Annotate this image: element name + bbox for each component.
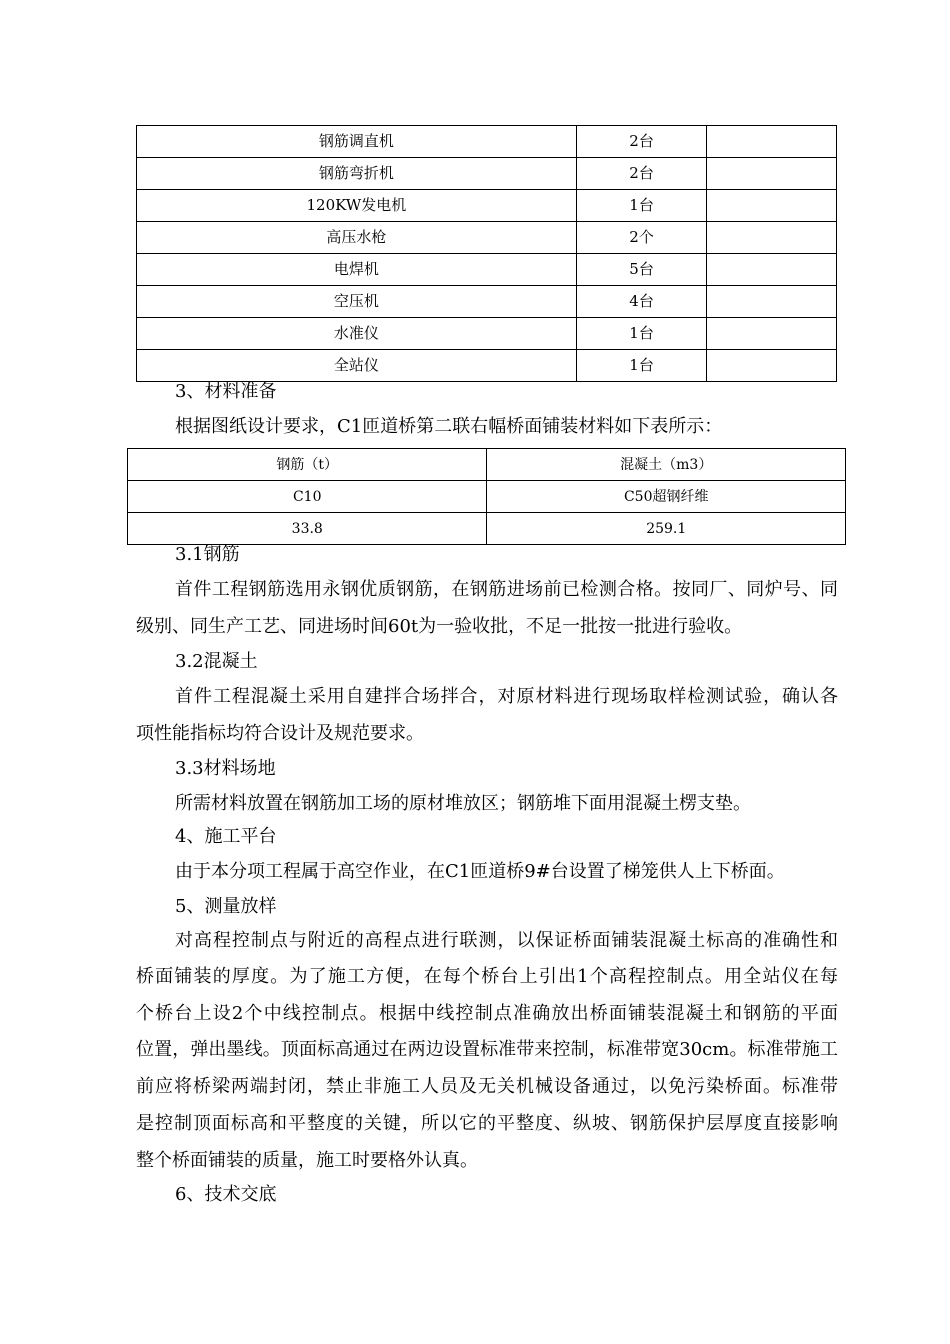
rebar-grade: C10 [128, 481, 487, 513]
paragraph-line: 个桥台上设2个中线控制点。根据中线控制点准确放出桥面铺装混凝土和钢筋的平面 [136, 1003, 838, 1024]
equipment-qty: 1台 [576, 350, 707, 382]
paragraph-line: 首件工程钢筋选用永钢优质钢筋，在钢筋进场前已检测合格。按同厂、同炉号、同 [175, 579, 838, 600]
equipment-name: 钢筋弯折机 [137, 158, 577, 190]
paragraph-line: 由于本分项工程属于高空作业，在C1匝道桥9#台设置了梯笼供人上下桥面。 [175, 861, 785, 882]
equipment-qty: 2个 [576, 222, 707, 254]
paragraph-line: 是控制顶面标高和平整度的关键，所以它的平整度、纵坡、钢筋保护层厚度直接影响 [136, 1113, 838, 1134]
equipment-qty: 2台 [576, 126, 707, 158]
table-row [137, 158, 837, 190]
section-heading-5: 5、测量放样 [175, 896, 277, 917]
paragraph-line: 首件工程混凝土采用自建拌合场拌合，对原材料进行现场取样检测试验，确认各 [175, 686, 838, 707]
paragraph-line: 整个桥面铺装的质量，施工时要格外认真。 [136, 1150, 478, 1171]
concrete-grade: C50超钢纤维 [487, 481, 846, 513]
header-rebar: 钢筋（t） [128, 449, 487, 481]
equipment-name: 水准仪 [137, 318, 577, 350]
equipment-note [707, 350, 837, 382]
rebar-qty: 33.8 [128, 513, 487, 545]
table-row [137, 318, 837, 350]
table-row [128, 481, 846, 513]
equipment-name: 全站仪 [137, 350, 577, 382]
header-concrete: 混凝土（m3） [487, 449, 846, 481]
section-heading-6: 6、技术交底 [175, 1184, 277, 1205]
material-table [127, 448, 846, 545]
table-row [137, 190, 837, 222]
equipment-qty: 4台 [576, 286, 707, 318]
equipment-note [707, 254, 837, 286]
equipment-table [136, 125, 837, 382]
table-row [137, 350, 837, 382]
equipment-note [707, 126, 837, 158]
paragraph-line: 桥面铺装的厚度。为了施工方便，在每个桥台上引出1个高程控制点。用全站仪在每 [136, 966, 838, 987]
equipment-name: 空压机 [137, 286, 577, 318]
equipment-note [707, 286, 837, 318]
section-heading-3: 3、材料准备 [175, 381, 277, 402]
paragraph-line: 对高程控制点与附近的高程点进行联测，以保证桥面铺装混凝土标高的准确性和 [175, 930, 838, 951]
equipment-qty: 5台 [576, 254, 707, 286]
equipment-name: 电焊机 [137, 254, 577, 286]
subsection-heading-3-2: 3.2混凝土 [175, 651, 258, 672]
equipment-qty: 2台 [576, 158, 707, 190]
subsection-heading-3-3: 3.3材料场地 [175, 758, 276, 779]
equipment-qty: 1台 [576, 190, 707, 222]
equipment-note [707, 222, 837, 254]
table-row [137, 222, 837, 254]
equipment-name: 钢筋调直机 [137, 126, 577, 158]
table-row [137, 126, 837, 158]
subsection-heading-3-1: 3.1钢筋 [175, 544, 240, 565]
section-intro: 根据图纸设计要求，C1匝道桥第二联右幅桥面铺装材料如下表所示： [175, 416, 723, 437]
equipment-qty: 1台 [576, 318, 707, 350]
equipment-note [707, 158, 837, 190]
paragraph-line: 级别、同生产工艺、同进场时间60t为一验收批，不足一批按一批进行验收。 [136, 616, 743, 637]
equipment-note [707, 190, 837, 222]
paragraph-line: 项性能指标均符合设计及规范要求。 [136, 723, 424, 744]
paragraph-line: 所需材料放置在钢筋加工场的原材堆放区；钢筋堆下面用混凝土楞支垫。 [175, 793, 751, 814]
equipment-note [707, 318, 837, 350]
equipment-name: 120KW发电机 [137, 190, 577, 222]
table-row [137, 286, 837, 318]
concrete-qty: 259.1 [487, 513, 846, 545]
paragraph-line: 位置，弹出墨线。顶面标高通过在两边设置标准带来控制，标准带宽30cm。标准带施工 [136, 1039, 838, 1060]
paragraph-line: 前应将桥梁两端封闭，禁止非施工人员及无关机械设备通过，以免污染桥面。标准带 [136, 1076, 838, 1097]
table-row [128, 513, 846, 545]
table-row [137, 254, 837, 286]
table-header-row [128, 449, 846, 481]
section-heading-4: 4、施工平台 [175, 826, 277, 847]
equipment-name: 高压水枪 [137, 222, 577, 254]
